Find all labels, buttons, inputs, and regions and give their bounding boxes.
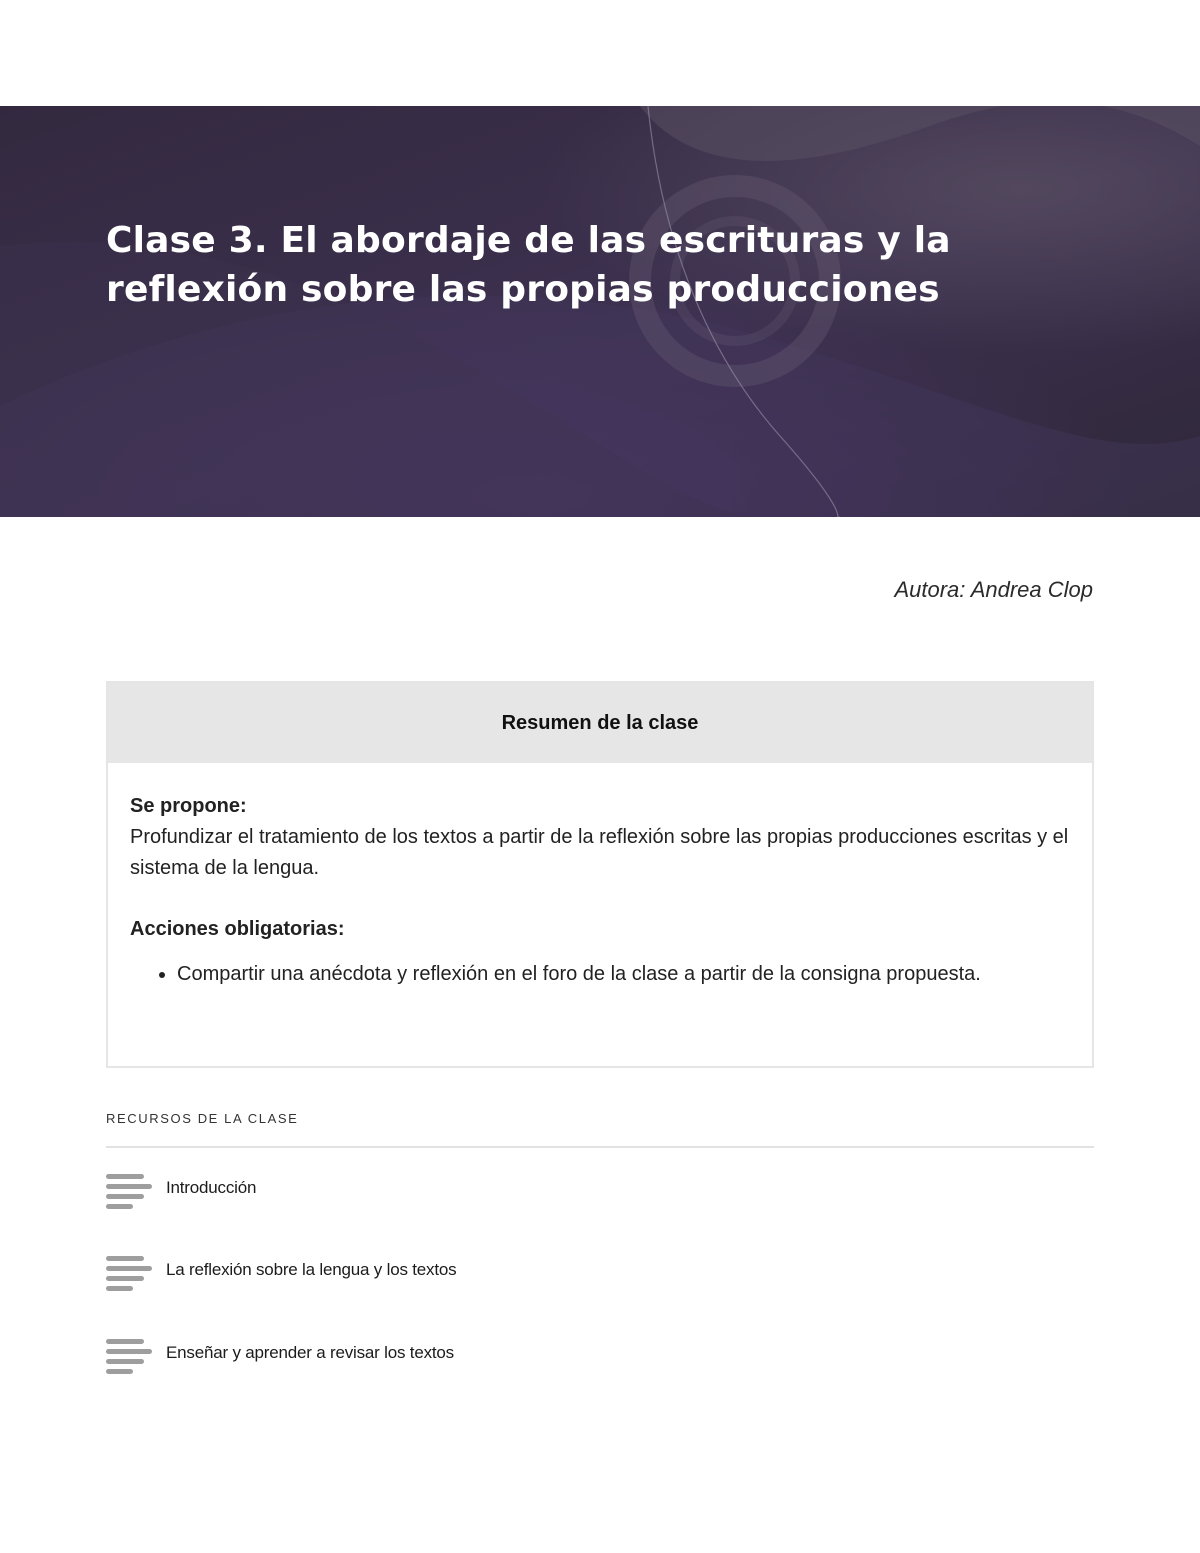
actions-label: Acciones obligatorias: xyxy=(130,918,345,940)
text-lines-icon xyxy=(106,1252,152,1288)
resource-item-label: Enseñar y aprender a revisar los textos xyxy=(166,1343,454,1362)
summary-body xyxy=(108,763,1092,990)
resource-item-label: Introducción xyxy=(166,1178,257,1197)
resource-item-reflexion-lengua[interactable] xyxy=(106,1250,456,1290)
actions-list xyxy=(130,959,1070,990)
proposal-label: Se propone: xyxy=(130,795,247,817)
divider xyxy=(106,1146,1094,1148)
resources-section-label: RECURSOS DE LA CLASE xyxy=(106,1111,299,1126)
resource-item-revisar-textos[interactable] xyxy=(106,1333,454,1373)
proposal-text: Profundizar el tratamiento de los textos a partir de la reflexión sobre las propias producciones escritas y el sistema de la lengua. xyxy=(130,826,1069,879)
text-lines-icon xyxy=(106,1170,152,1206)
page-title: Clase 3. El abordaje de las escrituras y la reflexión sobre las propias producciones xyxy=(106,220,951,310)
resource-item-introduccion[interactable] xyxy=(106,1168,256,1208)
hero-banner xyxy=(0,106,1200,517)
resource-item-label: La reflexión sobre la lengua y los textos xyxy=(166,1260,457,1279)
summary-heading: Resumen de la clase xyxy=(108,683,1092,763)
action-item: • Compartir una anécdota y reflexión en el foro de la clase a partir de la consigna propuesta. xyxy=(177,959,1070,990)
author-credit: Autora: Andrea Clop xyxy=(894,577,1093,602)
text-lines-icon xyxy=(106,1335,152,1371)
class-summary-box xyxy=(106,681,1094,1068)
